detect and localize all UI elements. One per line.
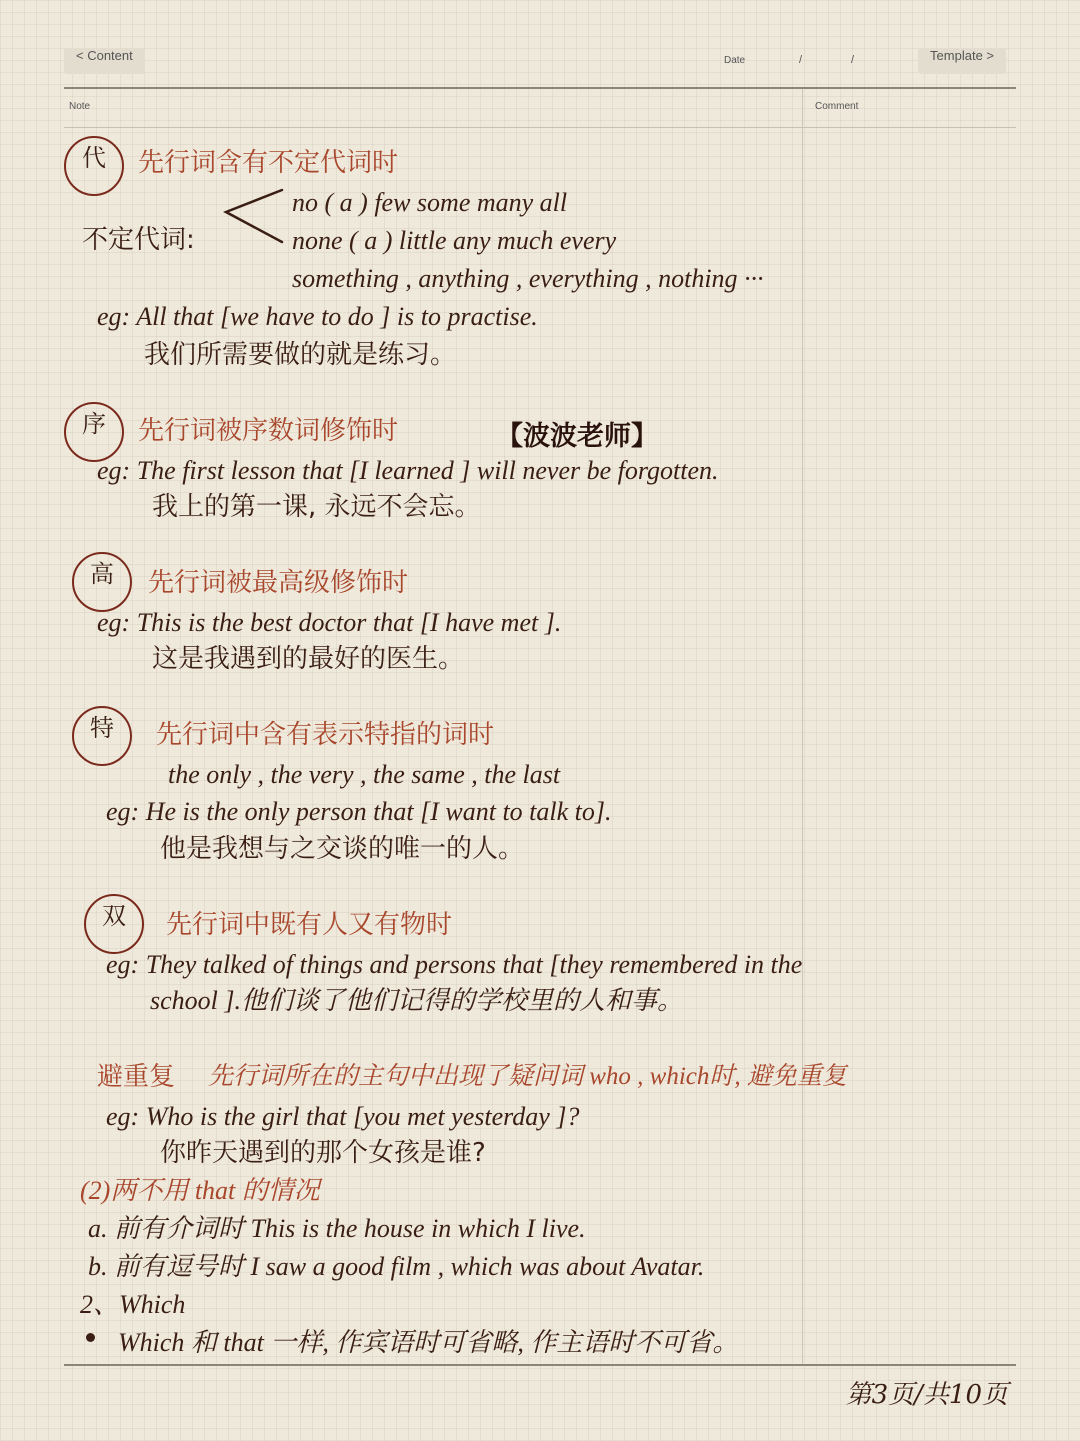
bracket-icon xyxy=(222,186,284,246)
example-sentence: eg: The first lesson that [I learned ] will never be forgotten. xyxy=(97,456,719,485)
example-translation: 我上的第一课, 永远不会忘。 xyxy=(152,492,481,522)
comment-column-label: Comment xyxy=(815,101,859,112)
section-title: 先行词中含有表示特指的词时 xyxy=(156,720,495,750)
special-words: the only , the very , the same , the last xyxy=(168,760,561,789)
section-badge-dai: 代 xyxy=(64,136,124,196)
avoid-repetition-label: 避重复 xyxy=(97,1062,176,1092)
header-rule xyxy=(64,87,1016,89)
page-number: 第3页/共10页 xyxy=(845,1380,1008,1410)
date-label: Date xyxy=(724,55,746,66)
example-sentence: eg: They talked of things and persons that [they remembered in the xyxy=(106,950,803,979)
section-title: 先行词被最高级修饰时 xyxy=(148,568,409,598)
example-sentence: eg: He is the only person that [I want to talk to]. xyxy=(106,797,612,826)
section-title: 先行词中既有人又有物时 xyxy=(166,910,453,940)
rule-item-a: a. 前有介词时 This is the house in which I live. xyxy=(88,1214,586,1243)
section-heading: 2、Which xyxy=(80,1290,186,1319)
example-sentence-continued: school ].他们谈了他们记得的学校里的人和事。 xyxy=(150,986,684,1015)
content-back-button[interactable]: < Content xyxy=(64,48,145,74)
which-note: Which 和 that 一样, 作宾语时可省略, 作主语时不可省。 xyxy=(118,1328,739,1357)
teacher-tag: 【波波老师】 xyxy=(496,421,658,452)
comment-divider xyxy=(802,89,803,1365)
section-badge-te: 特 xyxy=(72,706,132,766)
example-translation: 我们所需要做的就是练习。 xyxy=(144,340,457,370)
section-badge-gao: 高 xyxy=(72,552,132,612)
date-separator: / xyxy=(851,54,855,66)
section-title: 先行词含有不定代词时 xyxy=(138,148,399,178)
pronoun-row: something , anything , everything , nothing ··· xyxy=(292,264,764,293)
pronoun-row: none ( a ) little any much every xyxy=(292,226,617,255)
example-sentence: eg: All that [we have to do ] is to practise. xyxy=(97,302,538,331)
top-nav xyxy=(64,48,1006,74)
footer-rule xyxy=(64,1364,1016,1366)
rule-item-b: b. 前有逗号时 I saw a good film , which was about Avatar. xyxy=(88,1252,705,1281)
example-sentence: eg: This is the best doctor that [I have met ]. xyxy=(97,608,562,637)
example-translation: 这是我遇到的最好的医生。 xyxy=(152,644,465,674)
example-translation: 你昨天遇到的那个女孩是谁? xyxy=(160,1138,486,1168)
note-column-label: Note xyxy=(69,101,91,112)
date-separator: / xyxy=(799,54,803,66)
section-title: 先行词被序数词修饰时 xyxy=(138,416,399,446)
indefinite-pronoun-label: 不定代词: xyxy=(82,225,195,255)
template-button[interactable]: Template > xyxy=(918,48,1006,74)
pronoun-row: no ( a ) few some many all xyxy=(292,188,568,217)
section-badge-xu: 序 xyxy=(64,402,124,462)
bullet-icon xyxy=(86,1333,95,1342)
section-title: 先行词所在的主句中出现了疑问词 who , which时, 避免重复 xyxy=(208,1063,847,1090)
section-badge-shuang: 双 xyxy=(84,894,144,954)
section-heading: (2)两不用 that 的情况 xyxy=(80,1176,320,1205)
column-header-rule xyxy=(64,127,1016,128)
example-translation: 他是我想与之交谈的唯一的人。 xyxy=(160,834,525,864)
example-sentence: eg: Who is the girl that [you met yesterday ]? xyxy=(106,1102,580,1131)
